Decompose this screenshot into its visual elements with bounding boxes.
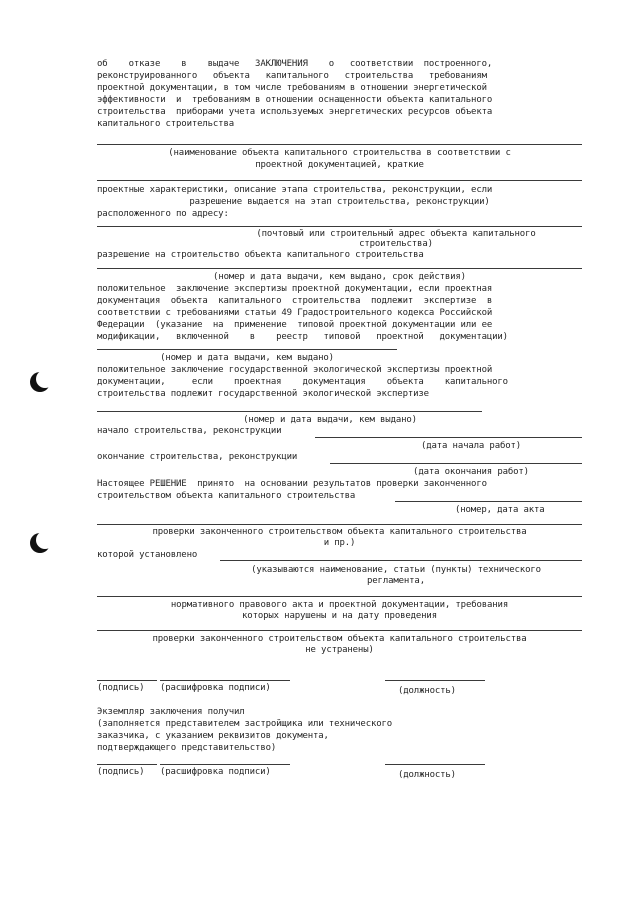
signature-line <box>160 680 290 681</box>
caption-issued: (номер и дата выдачи, кем выдано) <box>160 353 334 363</box>
copy-received-line: заказчика, с указанием реквизитов документа, <box>97 731 329 741</box>
expertise-line: модификации, включенной в реестр типовой проектной документации) <box>97 332 508 342</box>
caption-regulation: регламента, <box>367 576 425 586</box>
header-line: проектной документации, в том числе требованиям в отношении энергетической <box>97 83 487 93</box>
fill-line <box>97 411 482 412</box>
fill-line <box>330 463 582 464</box>
caption-address: (почтовый или строительный адрес объекта капитального <box>256 229 536 239</box>
fill-line <box>97 180 582 181</box>
punch-hole-mark <box>30 372 50 392</box>
signature-line <box>97 764 157 765</box>
caption-act: (номер, дата акта <box>455 505 545 515</box>
ecology-line: строительства подлежит государственной экологической экспертизе <box>97 389 429 399</box>
caption-normative: которых нарушены и на дату проведения <box>242 611 437 621</box>
position-caption: (должность) <box>398 686 456 696</box>
header-line: об отказе в выдаче ЗАКЛЮЧЕНИЯ о соответствии построенного, <box>97 59 493 69</box>
fill-line <box>395 501 582 502</box>
expertise-line: Федерации (указание на применение типовой проектной документации или ее <box>97 320 493 330</box>
punch-hole-mark <box>30 533 50 553</box>
fill-line <box>315 437 582 438</box>
expertise-line: положительное заключение экспертизы проектной документации, если проектная <box>97 284 493 294</box>
copy-received-line: (заполняется представителем застройщика или технического <box>97 719 393 729</box>
fill-line <box>97 596 582 597</box>
signature-line <box>160 764 290 765</box>
characteristics-line: проектные характеристики, описание этапа строительства, реконструкции, если <box>97 185 493 195</box>
fill-line <box>97 268 582 269</box>
start-label: начало строительства, реконструкции <box>97 426 282 436</box>
decision-line: Настоящее РЕШЕНИЕ принято на основании результатов проверки законченного <box>97 479 487 489</box>
fill-line <box>97 524 582 525</box>
fill-line <box>97 226 582 227</box>
caption-check: не устранены) <box>305 645 374 655</box>
caption-check: проверки законченного строительством объекта капитального строительства <box>152 634 527 644</box>
expertise-line: соответствии с требованиями статьи 49 Градостроительного кодекса Российской <box>97 308 493 318</box>
signature-decoding-caption: (расшифровка подписи) <box>160 683 271 693</box>
caption-object: проектной документацией, краткие <box>255 160 424 170</box>
header-line: эффективности и требованиям в отношении оснащенности объекта капитального <box>97 95 493 105</box>
expertise-line: документация объекта капитального строительства подлежит экспертизе в <box>97 296 493 306</box>
caption-address: строительства) <box>359 239 433 249</box>
permit-label: разрешение на строительство объекта капитального строительства <box>97 250 424 260</box>
fill-line <box>97 630 582 631</box>
fill-line <box>220 560 582 561</box>
copy-received-line: Экземпляр заключения получил <box>97 707 245 717</box>
located-address-label: расположенного по адресу: <box>97 209 229 219</box>
ecology-line: документации, если проектная документация объекта капитального <box>97 377 508 387</box>
header-line: капитального строительства <box>97 119 234 129</box>
caption-act: проверки законченного строительством объекта капитального строительства <box>152 527 527 537</box>
caption-act: и пр.) <box>323 538 356 548</box>
decision-line: строительством объекта капитального строительства <box>97 491 356 501</box>
signature-decoding-caption: (расшифровка подписи) <box>160 767 271 777</box>
caption-permit: (номер и дата выдачи, кем выдано, срок действия) <box>213 272 466 282</box>
position-caption: (должность) <box>398 770 456 780</box>
signature-caption: (подпись) <box>97 683 145 693</box>
signature-line <box>385 764 485 765</box>
caption-issued: (номер и дата выдачи, кем выдано) <box>243 415 417 425</box>
established-label: которой установлено <box>97 550 198 560</box>
signature-caption: (подпись) <box>97 767 145 777</box>
header-line: реконструированного объекта капитального строительства требованиям <box>97 71 487 81</box>
ecology-line: положительное заключение государственной экологической экспертизы проектной <box>97 365 493 375</box>
caption-end: (дата окончания работ) <box>413 467 529 477</box>
signature-line <box>97 680 157 681</box>
fill-line <box>97 144 582 145</box>
characteristics-line: разрешение выдается на этап строительства, реконструкции) <box>189 197 490 207</box>
end-label: окончание строительства, реконструкции <box>97 452 298 462</box>
caption-object: (наименование объекта капитального строительства в соответствии с <box>168 148 511 158</box>
header-line: строительства приборами учета используемых энергетических ресурсов объекта <box>97 107 493 117</box>
copy-received-line: подтверждающего представительство) <box>97 743 277 753</box>
signature-line <box>385 680 485 681</box>
caption-regulation: (указываются наименование, статьи (пункты) технического <box>251 565 541 575</box>
caption-start: (дата начала работ) <box>420 441 522 451</box>
fill-line <box>97 349 397 350</box>
caption-normative: нормативного правового акта и проектной документации, требования <box>170 600 509 610</box>
